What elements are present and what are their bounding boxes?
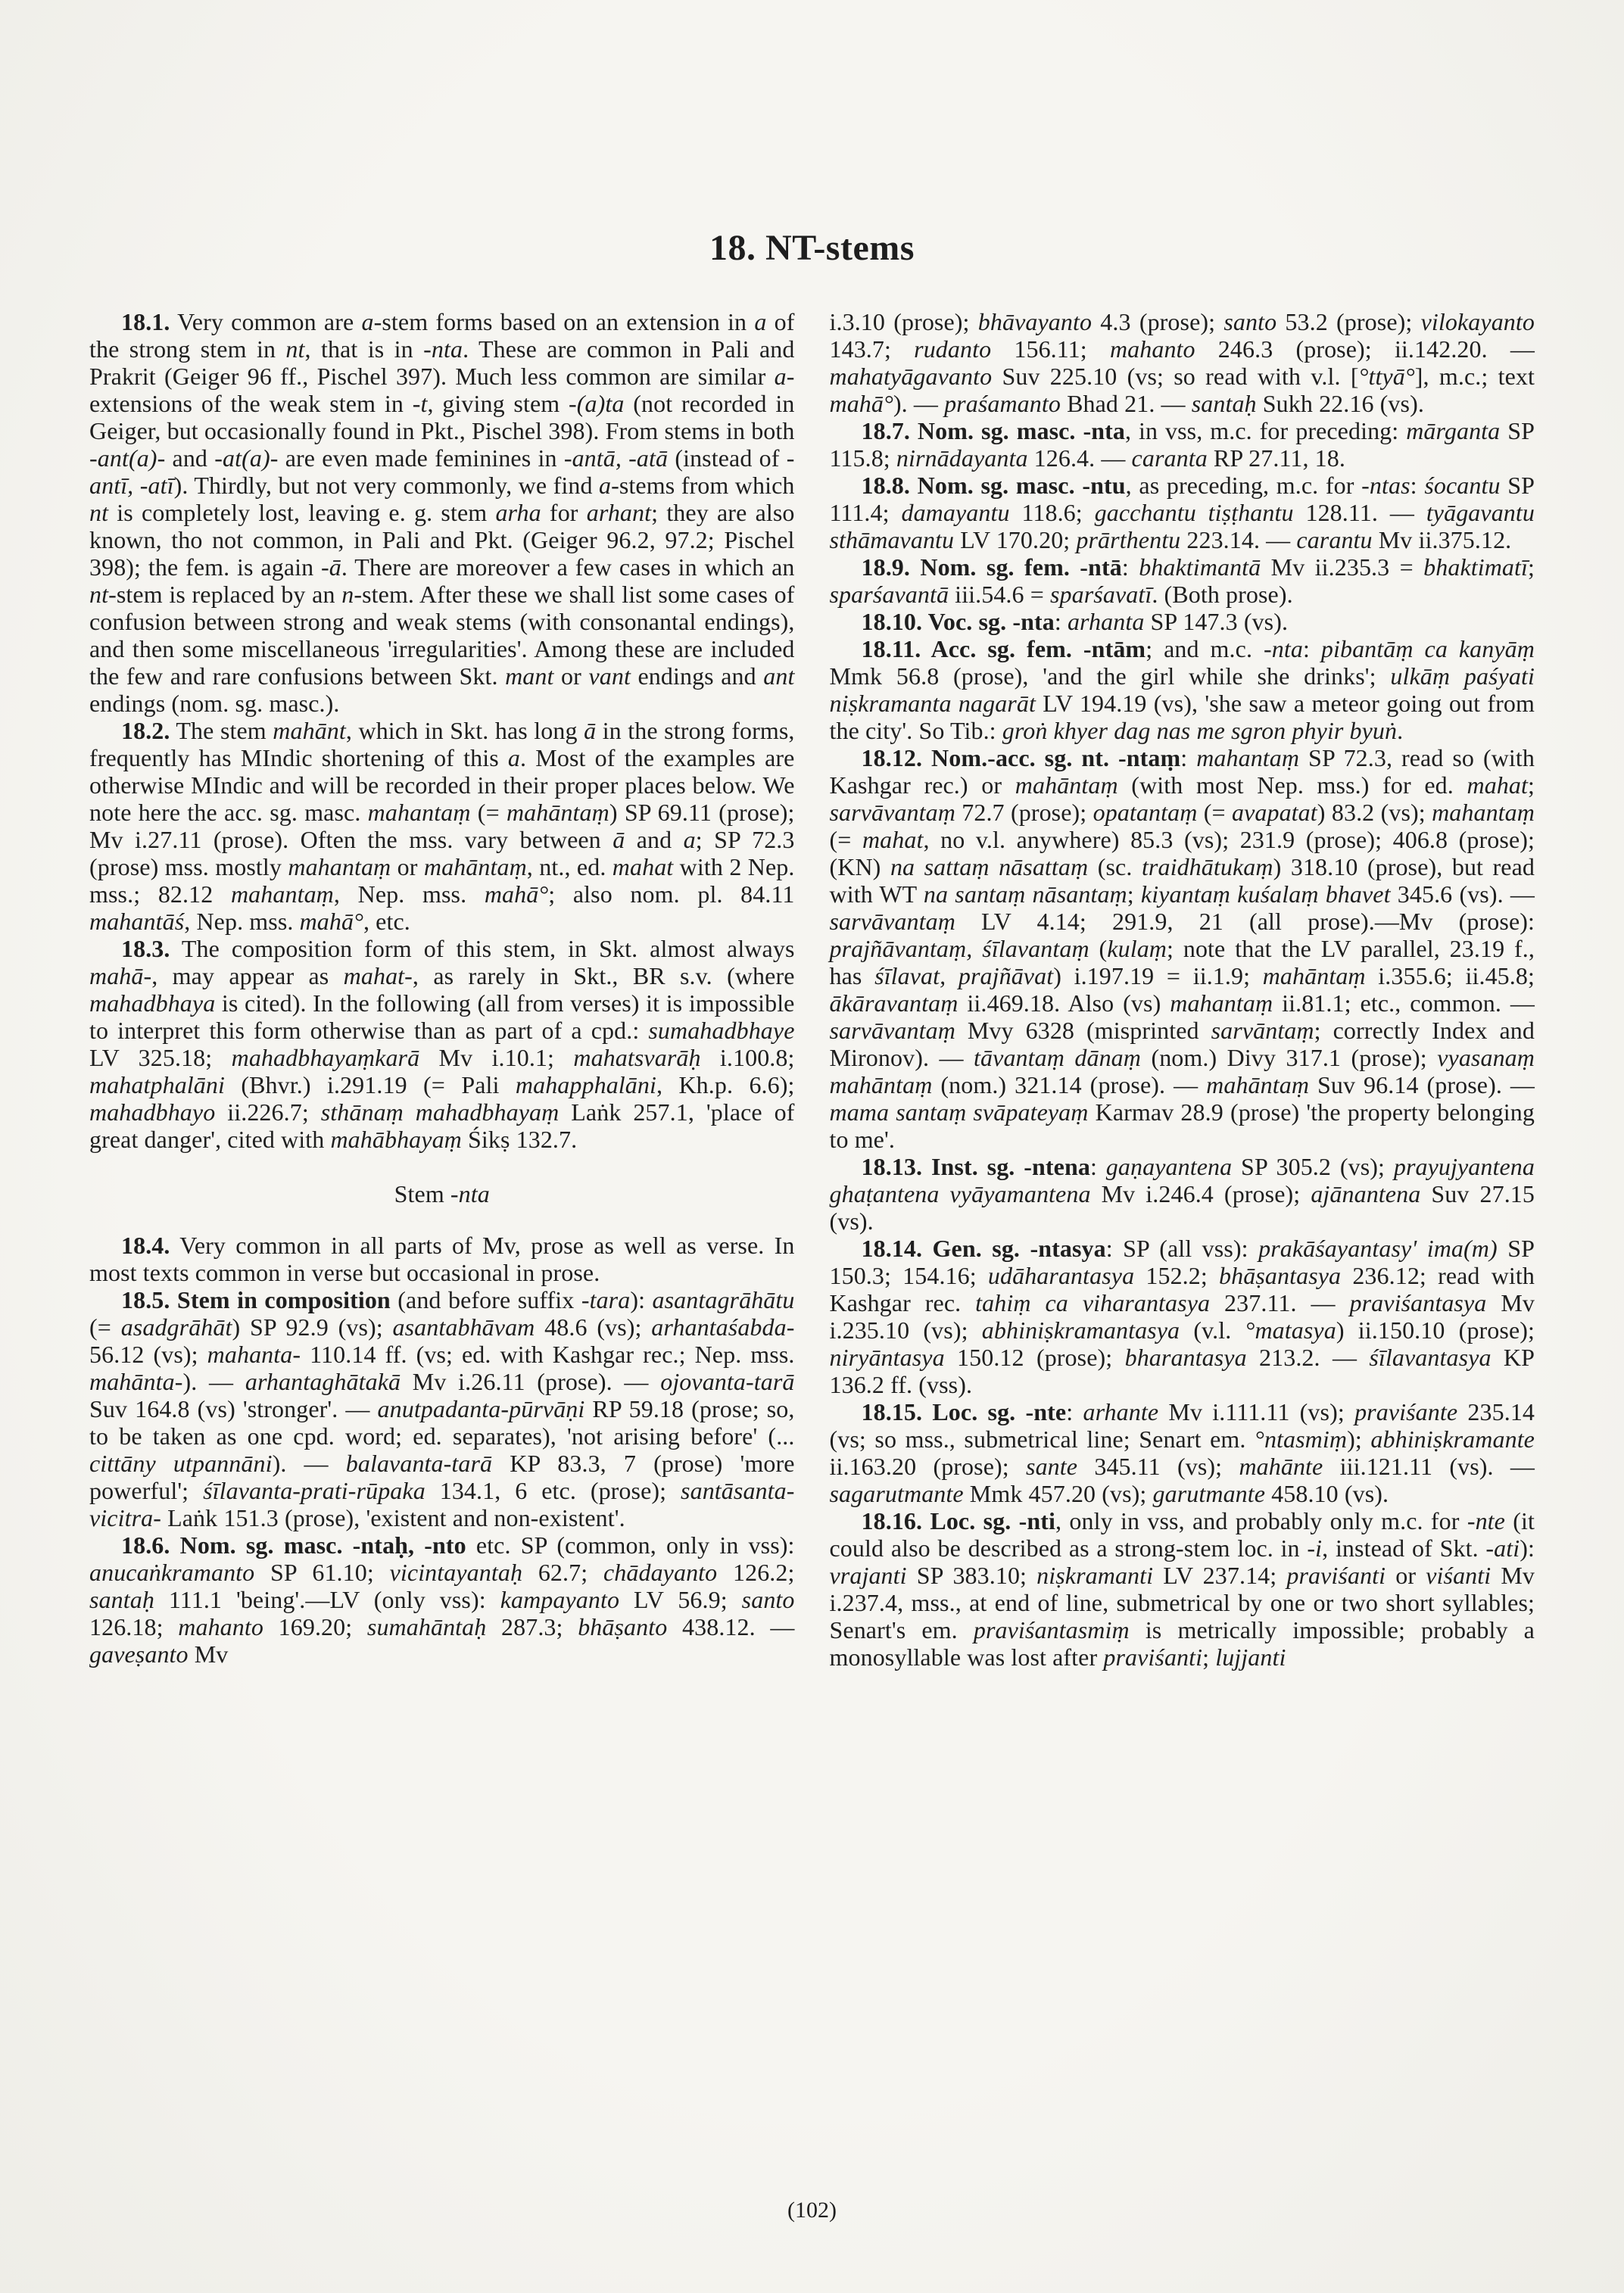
page-number: (102) (787, 2198, 837, 2223)
paragraph: 18.11. Acc. sg. fem. -ntām; and m.c. -nta: pibantāṃ ca kanyāṃ Mmk 56.8 (prose), 'and the girl while she drinks'; ulkāṃ paśyati niṣkramanta nagarāt LV 194.19 (vs), 'she saw a meteor going out from the city'. So Tib.: groṅ khyer dag nas me sgron phyir byuṅ. (829, 635, 1535, 744)
page-title: 18. NT-stems (709, 228, 915, 268)
paragraph: i.3.10 (prose); bhāvayanto 4.3 (prose); santo 53.2 (prose); vilokayanto 143.7; rudanto 156.11; mahanto 246.3 (prose); ii.142.20. — mahatyāgavanto Suv 225.10 (vs; so read with v.l. [°ttyā°], m.c.; text mahā°). — praśamanto Bhad 21. — santaḥ Sukh 22.16 (vs). (829, 308, 1535, 417)
text-columns (89, 308, 1535, 1671)
section-subheading: Stem -nta (394, 1180, 490, 1207)
paragraph: 18.14. Gen. sg. -ntasya: SP (all vss): prakāśayantasy' ima(m) SP 150.3; 154.16; udāharantasya 152.2; bhāṣantasya 236.12; read with Kashgar rec. tahiṃ ca viharantasya 237.11. — praviśantasya Mv i.235.10 (vs); abhiniṣkramantasya (v.l. °matasya) ii.150.10 (prose); niryāntasya 150.12 (prose); bharantasya 213.2. — śīlavantasya KP 136.2 ff. (vss). (829, 1235, 1535, 1398)
paragraph: 18.2. The stem mahānt, which in Skt. has long ā in the strong forms, frequently has MIndic shortening of this a. Most of the examples are otherwise MIndic and will be recorded in their proper places below. We note here the acc. sg. masc. mahantaṃ (= mahāntaṃ) SP 69.11 (prose); Mv i.27.11 (prose). Often the mss. vary between ā and a; SP 72.3 (prose) mss. mostly mahantaṃ or mahāntaṃ, nt., ed. mahat with 2 Nep. mss.; 82.12 mahantaṃ, Nep. mss. mahā°; also nom. pl. 84.11 mahantāś, Nep. mss. mahā°, etc. (89, 717, 795, 935)
paragraph: 18.7. Nom. sg. masc. -nta, in vss, m.c. for preceding: mārganta SP 115.8; nirnādayanta 126.4. — caranta RP 27.11, 18. (829, 417, 1535, 472)
right-column (830, 308, 1535, 1671)
paragraph: 18.6. Nom. sg. masc. -ntaḥ, -nto etc. SP (common, only in vss): anucaṅkramanto SP 61.10; vicintayantaḥ 62.7; chādayanto 126.2; santaḥ 111.1 'being'.—LV (only vss): kampayanto LV 56.9; santo 126.18; mahanto 169.20; sumahāntaḥ 287.3; bhāṣanto 438.12. — gaveṣanto Mv (89, 1531, 795, 1668)
paragraph: 18.1. Very common are a-stem forms based on an extension in a of the strong stem in nt, that is in -nta. These are common in Pali and Prakrit (Geiger 96 ff., Pischel 397). Much less common are similar a-extensions of the weak stem in -t, giving stem -(a)ta (not recorded in Geiger, but occasionally found in Pkt., Pischel 398). From stems in both -ant(a)- and -at(a)- are even made feminines in -antā, -atā (instead of -antī, -atī). Thirdly, but not very commonly, we find a-stems from which nt is completely lost, leaving e. g. stem arha for arhant; they are also known, tho not common, in Pali and Pkt. (Geiger 96.2, 97.2; Pischel 398); the fem. is again -ā. There are moreover a few cases in which an nt-stem is replaced by an n-stem. After these we shall list some cases of confusion between strong and weak stems (with consonantal endings), and then some miscellaneous 'irregularities'. Among these are included the few and rare confusions between Skt. mant or vant endings and ant endings (nom. sg. masc.). (89, 308, 795, 717)
paragraph: 18.5. Stem in composition (and before suffix -tara): asantagrāhātu (= asadgrāhāt) SP 92.9 (vs); asantabhāvam 48.6 (vs); arhantaśabda- 56.12 (vs); mahanta- 110.14 ff. (vs; ed. with Kashgar rec.; Nep. mss. mahānta-). — arhantaghātakā Mv i.26.11 (prose). — ojovanta-tarā Suv 164.8 (vs) 'stronger'. — anutpadanta-pūrvāṇi RP 59.18 (prose; so, to be taken as one cpd. word; ed. separates), 'not arising before' (... cittāny utpannāni). — balavanta-tarā KP 83.3, 7 (prose) 'more powerful'; śīlavanta-prati-rūpaka 134.1, 6 etc. (prose); santāsanta-vicitra- Laṅk 151.3 (prose), 'existent and non-existent'. (89, 1286, 795, 1531)
paragraph: 18.15. Loc. sg. -nte: arhante Mv i.111.11 (vs); praviśante 235.14 (vs; so mss., submetrical line; Senart em. °ntasmiṃ); abhiniṣkramante ii.163.20 (prose); sante 345.11 (vs); mahānte iii.121.11 (vs). — sagarutmante Mmk 457.20 (vs); garutmante 458.10 (vs). (829, 1398, 1535, 1507)
left-column (89, 308, 795, 1671)
page-content (89, 227, 1535, 1671)
paragraph: 18.4. Very common in all parts of Mv, prose as well as verse. In most texts common in verse but occasional in prose. (89, 1232, 795, 1286)
paragraph: 18.13. Inst. sg. -ntena: gaṇayantena SP 305.2 (vs); prayujyantena ghaṭantena vyāyamantena Mv i.246.4 (prose); ajānantena Suv 27.15 (vs). (829, 1153, 1535, 1235)
paragraph: 18.9. Nom. sg. fem. -ntā: bhaktimantā Mv ii.235.3 = bhaktimatī; sparśavantā iii.54.6 = sparśavatī. (Both prose). (829, 553, 1535, 608)
paragraph: 18.12. Nom.-acc. sg. nt. -ntaṃ: mahantaṃ SP 72.3, read so (with Kashgar rec.) or mahāntaṃ (with most Nep. mss.) for ed. mahat; sarvāvantaṃ 72.7 (prose); opatantaṃ (= avapatat) 83.2 (vs); mahantaṃ (= mahat, no v.l. anywhere) 85.3 (vs); 231.9 (prose); 406.8 (prose); (KN) na sattaṃ nāsattaṃ (sc. traidhātukaṃ) 318.10 (prose), but read with WT na santaṃ nāsantaṃ; kiyantaṃ kuśalaṃ bhavet 345.6 (vs). — sarvāvantaṃ LV 4.14; 291.9, 21 (all prose).—Mv (prose): prajñāvantaṃ, śīlavantaṃ (kulaṃ; note that the LV parallel, 23.19 f., has śīlavat, prajñāvat) i.197.19 = ii.1.9; mahāntaṃ i.355.6; ii.45.8; ākāravantaṃ ii.469.18. Also (vs) mahantaṃ ii.81.1; etc., common. — sarvāvantaṃ Mvy 6328 (misprinted sarvāntaṃ; correctly Index and Mironov). — tāvantaṃ dānaṃ (nom.) Divy 317.1 (prose); vyasanaṃ mahāntaṃ (nom.) 321.14 (prose). — mahāntaṃ Suv 96.14 (prose). — mama santaṃ svāpateyaṃ Karmav 28.9 (prose) 'the property belonging to me'. (829, 744, 1535, 1153)
paragraph: 18.3. The composition form of this stem, in Skt. almost always mahā-, may appear as mahat-, as rarely in Skt., BR s.v. (where mahadbhaya is cited). In the following (all from verses) it is impossible to interpret this form otherwise than as part of a cpd.: sumahadbhaye LV 325.18; mahadbhayaṃkarā Mv i.10.1; mahatsvarāḥ i.100.8; mahatphalāni (Bhvr.) i.291.19 (= Pali mahapphalāni, Kh.p. 6.6); mahadbhayo ii.226.7; sthānaṃ mahadbhayaṃ Laṅk 257.1, 'place of great danger', cited with mahābhayaṃ Śikṣ 132.7. (89, 935, 795, 1153)
paragraph: 18.10. Voc. sg. -nta: arhanta SP 147.3 (vs). (861, 608, 1289, 635)
paragraph: 18.16. Loc. sg. -nti, only in vss, and probably only m.c. for -nte (it could also be described as a strong-stem loc. in -i, instead of Skt. -ati): vrajanti SP 383.10; niṣkramanti LV 237.14; praviśanti or viśanti Mv i.237.4, mss., at end of line, submetrical by one or two short syllables; Senart's em. praviśantasmiṃ is metrically impossible; probably a monosyllable was lost after praviśanti; lujjanti (829, 1507, 1535, 1671)
paragraph: 18.8. Nom. sg. masc. -ntu, as preceding, m.c. for -ntas: śocantu SP 111.4; damayantu 118.6; gacchantu tiṣṭhantu 128.11. — tyāgavantu sthāmavantu LV 170.20; prārthentu 223.14. — carantu Mv ii.375.12. (829, 472, 1535, 553)
